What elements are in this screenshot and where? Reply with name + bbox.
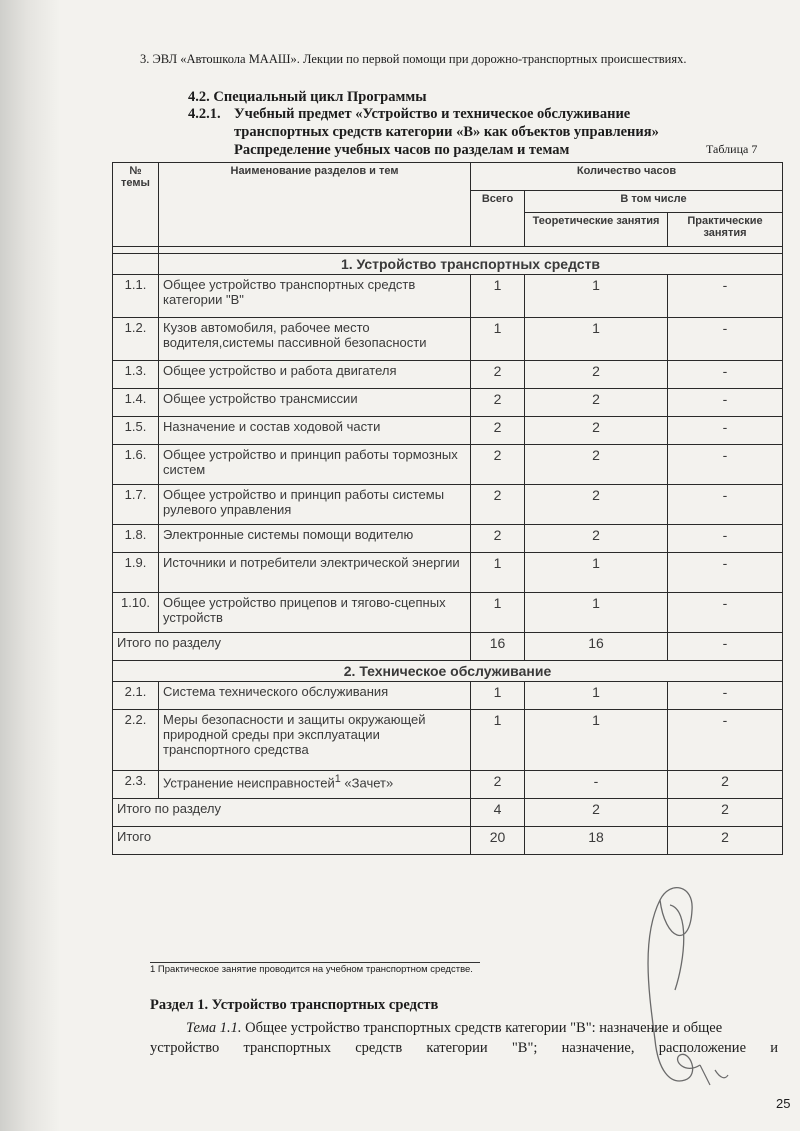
table-row <box>113 275 783 318</box>
header-hours: Количество часов <box>471 163 783 191</box>
hours-theory: 2 <box>525 389 668 417</box>
table-row <box>113 389 783 417</box>
table-row <box>113 485 783 525</box>
subtotal-practice: - <box>668 633 783 661</box>
topic-code: 1.3. <box>113 361 159 389</box>
subtotal-practice: 2 <box>668 799 783 827</box>
topic-name: Общее устройство транспортных средств категории "В" <box>159 275 471 318</box>
hours-theory: 1 <box>525 275 668 318</box>
table-row <box>113 710 783 771</box>
hours-practice: - <box>668 593 783 633</box>
table-row <box>113 682 783 710</box>
hours-practice: - <box>668 445 783 485</box>
table-row <box>113 553 783 593</box>
hours-theory: 2 <box>525 417 668 445</box>
hours-practice: - <box>668 682 783 710</box>
paragraph-word: устройство <box>150 1040 220 1056</box>
table-row <box>113 771 783 799</box>
header-total: Всего <box>471 191 525 247</box>
topic-name: Электронные системы помощи водителю <box>159 525 471 553</box>
topic-name: Источники и потребители электрической энергии <box>159 553 471 593</box>
signature-icon <box>630 880 780 1100</box>
hours-practice: - <box>668 485 783 525</box>
topic-name: Общее устройство и работа двигателя <box>159 361 471 389</box>
topic-name: Назначение и состав ходовой части <box>159 417 471 445</box>
topic-code: 1.10. <box>113 593 159 633</box>
hours-practice: - <box>668 553 783 593</box>
header-theory: Теоретические занятия <box>525 213 668 247</box>
topic-code: 1.7. <box>113 485 159 525</box>
hours-total: 1 <box>471 710 525 771</box>
reference-item: 3. ЭВЛ «Автошкола МААШ». Лекции по первой помощи при дорожно-транспортных происшествиях. <box>140 52 687 66</box>
hours-theory: 1 <box>525 710 668 771</box>
subject-title-line2: транспортных средств категории «В» как объектов управления» <box>234 124 659 140</box>
page-number: 25 <box>776 1096 791 1111</box>
topic-code: 1.5. <box>113 417 159 445</box>
subject-title-line1: Учебный предмет «Устройство и техническое обслуживание <box>234 106 631 122</box>
hours-practice: - <box>668 389 783 417</box>
hours-practice: - <box>668 275 783 318</box>
hours-theory: 1 <box>525 593 668 633</box>
scan-edge-shadow <box>0 0 60 1131</box>
hours-total: 2 <box>471 771 525 799</box>
topic-code: 1.9. <box>113 553 159 593</box>
hours-total: 1 <box>471 682 525 710</box>
topic-label: Тема 1.1. <box>186 1020 242 1036</box>
paragraph-word: назначение, <box>561 1040 635 1056</box>
table-row <box>113 445 783 485</box>
topic-name-text: Устранение неисправностей <box>163 775 335 791</box>
topic-code: 2.2. <box>113 710 159 771</box>
topic-name: Кузов автомобиля, рабочее место водителя,системы пассивной безопасности <box>159 318 471 361</box>
topic-name-tail: «Зачет» <box>340 775 394 791</box>
hours-practice: 2 <box>668 771 783 799</box>
section-heading: 4.2. Специальный цикл Программы <box>188 89 427 105</box>
paragraph-word: расположение <box>658 1040 747 1056</box>
topic-name: Общее устройство трансмиссии <box>159 389 471 417</box>
hours-total: 2 <box>471 361 525 389</box>
hours-total: 1 <box>471 593 525 633</box>
topic-code: 1.1. <box>113 275 159 318</box>
hours-theory: 1 <box>525 682 668 710</box>
topic-code: 1.6. <box>113 445 159 485</box>
hours-theory: - <box>525 771 668 799</box>
table-title: Распределение учебных часов по разделам и темам <box>234 142 570 158</box>
hours-table <box>112 162 783 855</box>
subtotal-total: 4 <box>471 799 525 827</box>
topic-text: Общее устройство транспортных средств категории "В": назначение и общее <box>241 1020 723 1036</box>
topic-name: Общее устройство прицепов и тягово-сцепных устройств <box>159 593 471 633</box>
paragraph-word: категории <box>426 1040 488 1056</box>
grand-total-row <box>113 827 783 855</box>
subtotal-theory: 16 <box>525 633 668 661</box>
topic-code: 1.4. <box>113 389 159 417</box>
section2-rows <box>113 682 783 799</box>
section1-rows <box>113 275 783 633</box>
topic-code: 1.2. <box>113 318 159 361</box>
footnote-divider <box>150 962 480 963</box>
table-row <box>113 318 783 361</box>
hours-theory: 1 <box>525 318 668 361</box>
hours-total: 2 <box>471 445 525 485</box>
hours-practice: - <box>668 525 783 553</box>
hours-total: 1 <box>471 553 525 593</box>
header-name: Наименование разделов и тем <box>159 163 471 247</box>
hours-theory: 2 <box>525 525 668 553</box>
topic-name: Общее устройство и принцип работы системы рулевого управления <box>159 485 471 525</box>
subtotal-total: 16 <box>471 633 525 661</box>
paragraph-word: и <box>770 1040 778 1056</box>
subtotal-label: Итого по разделу <box>113 799 471 827</box>
table-number: Таблица 7 <box>706 142 758 156</box>
subtotal-label: Итого по разделу <box>113 633 471 661</box>
hours-practice: - <box>668 318 783 361</box>
grand-total-theory: 18 <box>525 827 668 855</box>
paragraph-word: средств <box>355 1040 403 1056</box>
section-row: 1. Устройство транспортных средств <box>159 254 783 275</box>
hours-total: 2 <box>471 485 525 525</box>
subject-number: 4.2.1. <box>188 106 221 122</box>
hours-theory: 1 <box>525 553 668 593</box>
table-row <box>113 361 783 389</box>
section1-title: Раздел 1. Устройство транспортных средств <box>150 997 439 1013</box>
paragraph-word: транспортных <box>243 1040 332 1056</box>
footnote: 1 Практическое занятие проводится на учебном транспортном средстве. <box>150 964 473 975</box>
hours-theory: 2 <box>525 361 668 389</box>
subject-heading <box>188 106 630 123</box>
topic-name: Общее устройство и принцип работы тормозных систем <box>159 445 471 485</box>
header-practice: Практические занятия <box>668 213 783 247</box>
grand-total-total: 20 <box>471 827 525 855</box>
hours-total: 2 <box>471 525 525 553</box>
hours-total: 2 <box>471 417 525 445</box>
hours-total: 1 <box>471 318 525 361</box>
topic-code: 2.3. <box>113 771 159 799</box>
topic-name <box>159 771 471 799</box>
table-row <box>113 525 783 553</box>
paragraph-word: "В"; <box>511 1040 538 1056</box>
topic-name: Система технического обслуживания <box>159 682 471 710</box>
subtotal-theory: 2 <box>525 799 668 827</box>
grand-total-practice: 2 <box>668 827 783 855</box>
subtotal-row <box>113 799 783 827</box>
grand-total-label: Итого <box>113 827 471 855</box>
table-row <box>113 417 783 445</box>
topic-code: 2.1. <box>113 682 159 710</box>
hours-theory: 2 <box>525 485 668 525</box>
footnote-ref: 1 <box>334 773 341 785</box>
topic-code: 1.8. <box>113 525 159 553</box>
hours-total: 2 <box>471 389 525 417</box>
hours-theory: 2 <box>525 445 668 485</box>
hours-practice: - <box>668 710 783 771</box>
section-row: 2. Техническое обслуживание <box>113 661 783 682</box>
header-number: № темы <box>113 163 159 247</box>
topic-name: Меры безопасности и защиты окружающей природной среды при эксплуатации транспортного средства <box>159 710 471 771</box>
table-row <box>113 593 783 633</box>
hours-total: 1 <box>471 275 525 318</box>
subtotal-row <box>113 633 783 661</box>
hours-practice: - <box>668 417 783 445</box>
header-including: В том числе <box>525 191 783 213</box>
hours-practice: - <box>668 361 783 389</box>
